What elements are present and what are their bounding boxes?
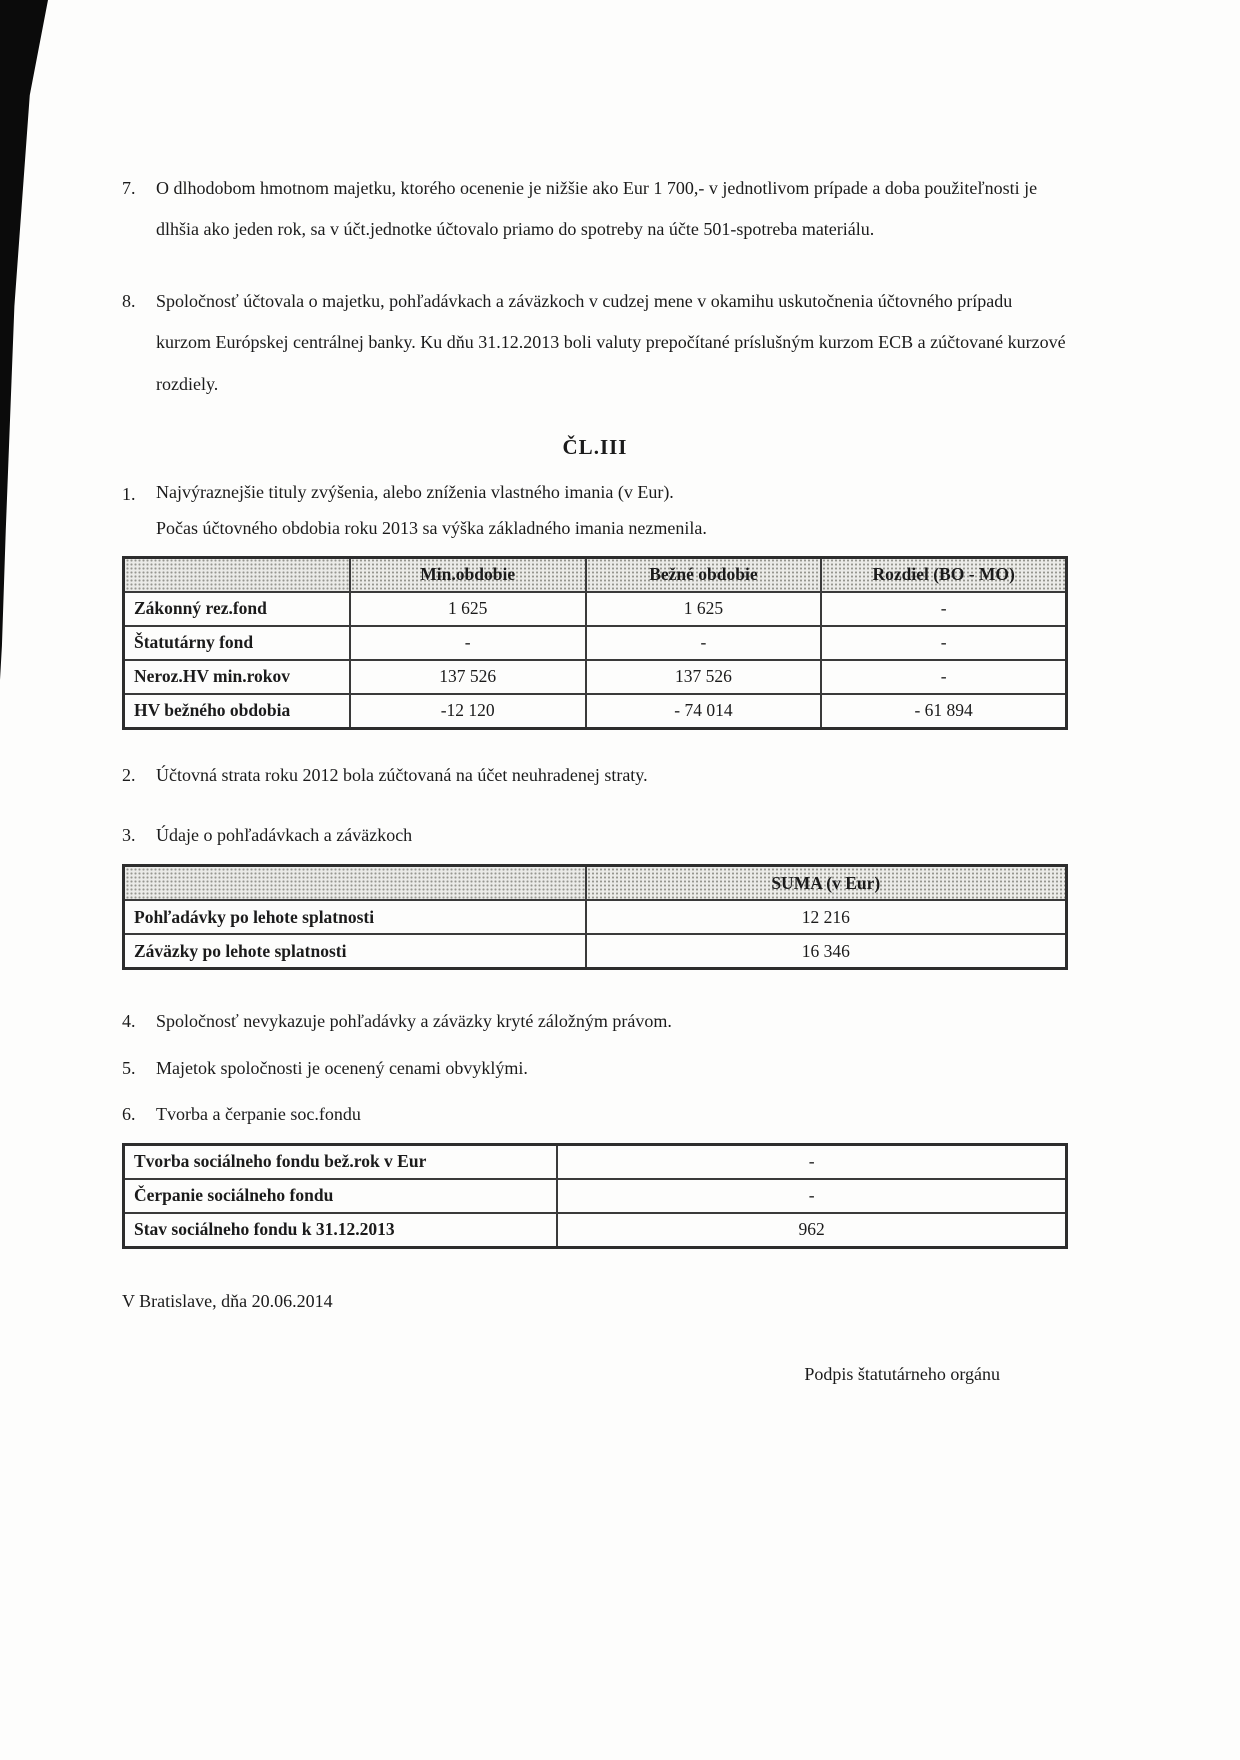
paragraph-item-7 bbox=[122, 168, 1068, 251]
paragraph-item-3 bbox=[122, 818, 1068, 852]
table-cell-value: - bbox=[821, 660, 1066, 694]
item-text: Spoločnosť účtovala o majetku, pohľadávkach a záväzkoch v cudzej mene v okamihu uskutočnenia účtovného prípadu kurzom Európskej centrálnej banky. Ku dňu 31.12.2013 boli valuty prepočítané príslušným kurzom ECB a zúčtované kurzové rozdiely. bbox=[156, 290, 1066, 394]
item-number: 4. bbox=[122, 1011, 136, 1032]
paragraph-item-8 bbox=[122, 281, 1068, 405]
paragraph-item-6 bbox=[122, 1097, 1068, 1131]
table-row bbox=[124, 592, 1067, 626]
table-cell-value: 16 346 bbox=[586, 934, 1067, 969]
table-header-cell-blank bbox=[124, 557, 350, 592]
table-cell-label: Stav sociálneho fondu k 31.12.2013 bbox=[124, 1213, 558, 1248]
table-row bbox=[124, 1213, 1067, 1248]
table-cell-value: 1 625 bbox=[586, 592, 822, 626]
table-cell-label: Pohľadávky po lehote splatnosti bbox=[124, 900, 586, 934]
document-content bbox=[122, 168, 1068, 1385]
table-cell-label: Štatutárny fond bbox=[124, 626, 350, 660]
table-cell-label: HV bežného obdobia bbox=[124, 694, 350, 729]
paragraph-item-4 bbox=[122, 1004, 1068, 1038]
item-text: Účtovná strata roku 2012 bola zúčtovaná na účet neuhradenej straty. bbox=[156, 764, 648, 785]
item-text: Spoločnosť nevykazuje pohľadávky a záväzky kryté záložným právom. bbox=[156, 1011, 672, 1032]
table-header-cell-blank bbox=[124, 866, 586, 901]
item-number: 8. bbox=[122, 290, 136, 311]
item-text-line-1: Najvýraznejšie tituly zvýšenia, alebo zníženia vlastného imania (v Eur). bbox=[156, 481, 674, 502]
item-text: Tvorba a čerpanie soc.fondu bbox=[156, 1103, 361, 1124]
paragraph-item-5 bbox=[122, 1051, 1068, 1085]
table-cell-label: Tvorba sociálneho fondu bež.rok v Eur bbox=[124, 1144, 558, 1179]
table-cell-value: 962 bbox=[557, 1213, 1066, 1248]
table-cell-value: - 61 894 bbox=[821, 694, 1066, 729]
item-text-line-2: Počas účtovného obdobia roku 2013 sa výška základného imania nezmenila. bbox=[156, 517, 707, 538]
item-text: Údaje o pohľadávkach a záväzkoch bbox=[156, 825, 413, 846]
signature-label: Podpis štatutárneho orgánu bbox=[804, 1363, 1000, 1384]
item-number: 1. bbox=[122, 483, 136, 504]
paragraph-item-2 bbox=[122, 758, 1068, 792]
table-cell-value: - bbox=[821, 626, 1066, 660]
item-number: 6. bbox=[122, 1103, 136, 1124]
item-text bbox=[156, 474, 1068, 546]
section-heading: ČL.III bbox=[562, 434, 628, 459]
table-cell-label: Čerpanie sociálneho fondu bbox=[124, 1179, 558, 1213]
table-header-cell-bezne-obdobie: Bežné obdobie bbox=[586, 557, 822, 592]
table-header-cell-min-obdobie: Min.obdobie bbox=[350, 557, 586, 592]
item-number: 3. bbox=[122, 825, 136, 846]
table-header-cell-suma: SUMA (v Eur) bbox=[586, 866, 1067, 901]
item-number: 5. bbox=[122, 1057, 136, 1078]
table-cell-value: 137 526 bbox=[350, 660, 586, 694]
table-cell-label: Zákonný rez.fond bbox=[124, 592, 350, 626]
place-date-line: V Bratislave, dňa 20.06.2014 bbox=[122, 1290, 333, 1311]
table-cell-value: -12 120 bbox=[350, 694, 586, 729]
receivables-liabilities-table bbox=[122, 864, 1068, 970]
table-row bbox=[124, 626, 1067, 660]
table-cell-value: - bbox=[586, 626, 822, 660]
table-cell-value: - 74 014 bbox=[586, 694, 822, 729]
item-number: 7. bbox=[122, 178, 136, 198]
table-cell-label: Záväzky po lehote splatnosti bbox=[124, 934, 586, 969]
table-cell-value: 137 526 bbox=[586, 660, 822, 694]
table-header-row bbox=[124, 866, 1067, 901]
table-row bbox=[124, 660, 1067, 694]
table-cell-value: - bbox=[821, 592, 1066, 626]
table-cell-value: - bbox=[557, 1144, 1066, 1179]
table-header-cell-rozdiel: Rozdiel (BO - MO) bbox=[821, 557, 1066, 592]
table-row bbox=[124, 1144, 1067, 1179]
table-header-row bbox=[124, 557, 1067, 592]
table-row bbox=[124, 1179, 1067, 1213]
item-text: O dlhodobom hmotnom majetku, ktorého ocenenie je nižšie ako Eur 1 700,- v jednotlivom prípade a doba použiteľnosti je dlhšia ako jeden rok, sa v účt.jednotke účtovalo priamo do spotreby na účte 501-spotreba materiálu. bbox=[156, 178, 1038, 240]
table-row bbox=[124, 934, 1067, 969]
table-cell-value: - bbox=[557, 1179, 1066, 1213]
table-cell-value: 12 216 bbox=[586, 900, 1067, 934]
table-row bbox=[124, 694, 1067, 729]
table-row bbox=[124, 900, 1067, 934]
table-cell-value: - bbox=[350, 626, 586, 660]
social-fund-table bbox=[122, 1143, 1068, 1249]
table-cell-label: Neroz.HV min.rokov bbox=[124, 660, 350, 694]
paragraph-item-1 bbox=[122, 474, 1068, 546]
item-text: Majetok spoločnosti je ocenený cenami obvyklými. bbox=[156, 1057, 528, 1078]
item-number: 2. bbox=[122, 764, 136, 785]
table-cell-value: 1 625 bbox=[350, 592, 586, 626]
scan-artifact bbox=[0, 0, 48, 680]
equity-changes-table bbox=[122, 556, 1068, 730]
